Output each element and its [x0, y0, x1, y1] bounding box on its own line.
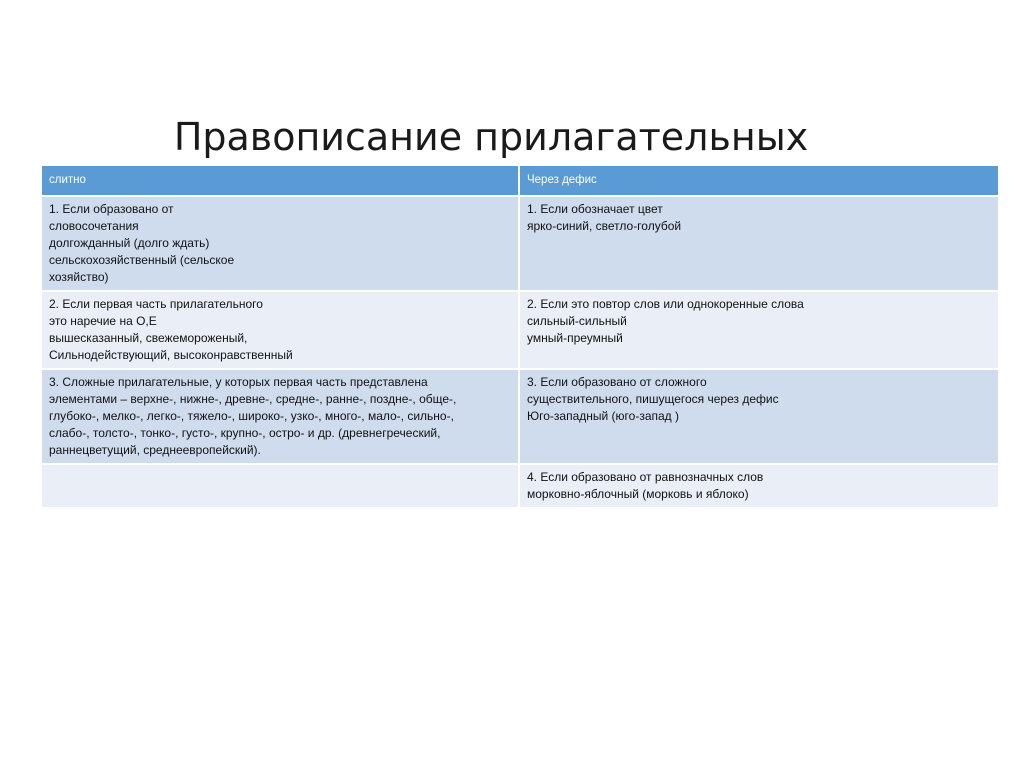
rule-cell-hyphen-4 — [519, 464, 998, 508]
rule-text-line: 4. Если образовано от равнозначных слов — [527, 470, 764, 484]
rule-text-line: 1. Если образовано от — [49, 202, 174, 216]
rule-text-line: существительного, пишущегося через дефис — [527, 392, 779, 406]
column-header-hyphen: Через дефис — [519, 166, 998, 196]
rule-cell-hyphen-3 — [519, 369, 998, 464]
table-row — [42, 464, 998, 508]
rule-text-line: сельскохозяйственный (сельское — [49, 253, 235, 267]
table-row — [42, 369, 998, 464]
rule-text-line: это наречие на О,Е — [49, 314, 157, 328]
rule-text-line: вышесказанный, свежемороженый, — [49, 331, 248, 345]
rule-cell-solid-4-empty — [42, 464, 519, 508]
rule-text-line: 1. Если обозначает цвет — [527, 202, 663, 216]
rule-cell-solid-1 — [42, 196, 519, 291]
column-header-solid: слитно — [42, 166, 519, 196]
rule-text-line: морковно-яблочный (морковь и яблоко) — [527, 487, 749, 501]
rule-text-line: долгожданный (долго ждать) — [49, 236, 210, 250]
rule-text-line: слабо-, толсто-, тонко-, густо-, крупно-, остро- и др. (древнегреческий, — [49, 426, 441, 440]
slide-title: Правописание прилагательных — [173, 115, 809, 159]
rule-text-line: сильный-сильный — [527, 314, 627, 328]
rule-text-line: 3. Сложные прилагательные, у которых первая часть представлена — [49, 375, 428, 389]
rule-cell-hyphen-2 — [519, 291, 998, 369]
rule-text-line: 3. Если образовано от сложного — [527, 375, 707, 389]
rule-text-line: хозяйство) — [49, 270, 109, 284]
rule-text-line: элементами – верхне-, нижне-, древне-, средне-, ранне-, поздне-, обще-, — [49, 392, 457, 406]
rule-cell-hyphen-1 — [519, 196, 998, 291]
table-row — [42, 291, 998, 369]
rule-text-line: раннецветущий, среднеевропейский). — [49, 443, 261, 457]
rule-text-line: умный-преумный — [527, 331, 623, 345]
rule-text-line: Сильнодействующий, высоконравственный — [49, 348, 293, 362]
rule-cell-solid-3 — [42, 369, 519, 464]
rule-text-line: 2. Если это повтор слов или однокоренные слова — [527, 297, 804, 311]
rule-text-line: Юго-западный (юго-запад ) — [527, 409, 680, 423]
rule-text-line: словосочетания — [49, 219, 139, 233]
table-header-row — [42, 166, 998, 196]
spelling-rules-table — [42, 166, 998, 509]
rule-cell-solid-2 — [42, 291, 519, 369]
rule-text-line: 2. Если первая часть прилагательного — [49, 297, 263, 311]
rule-text-line: глубоко-, мелко-, легко-, тяжело-, широко-, узко-, много-, мало-, сильно-, — [49, 409, 454, 423]
table-row — [42, 196, 998, 291]
rule-text-line: ярко-синий, светло-голубой — [527, 219, 682, 233]
